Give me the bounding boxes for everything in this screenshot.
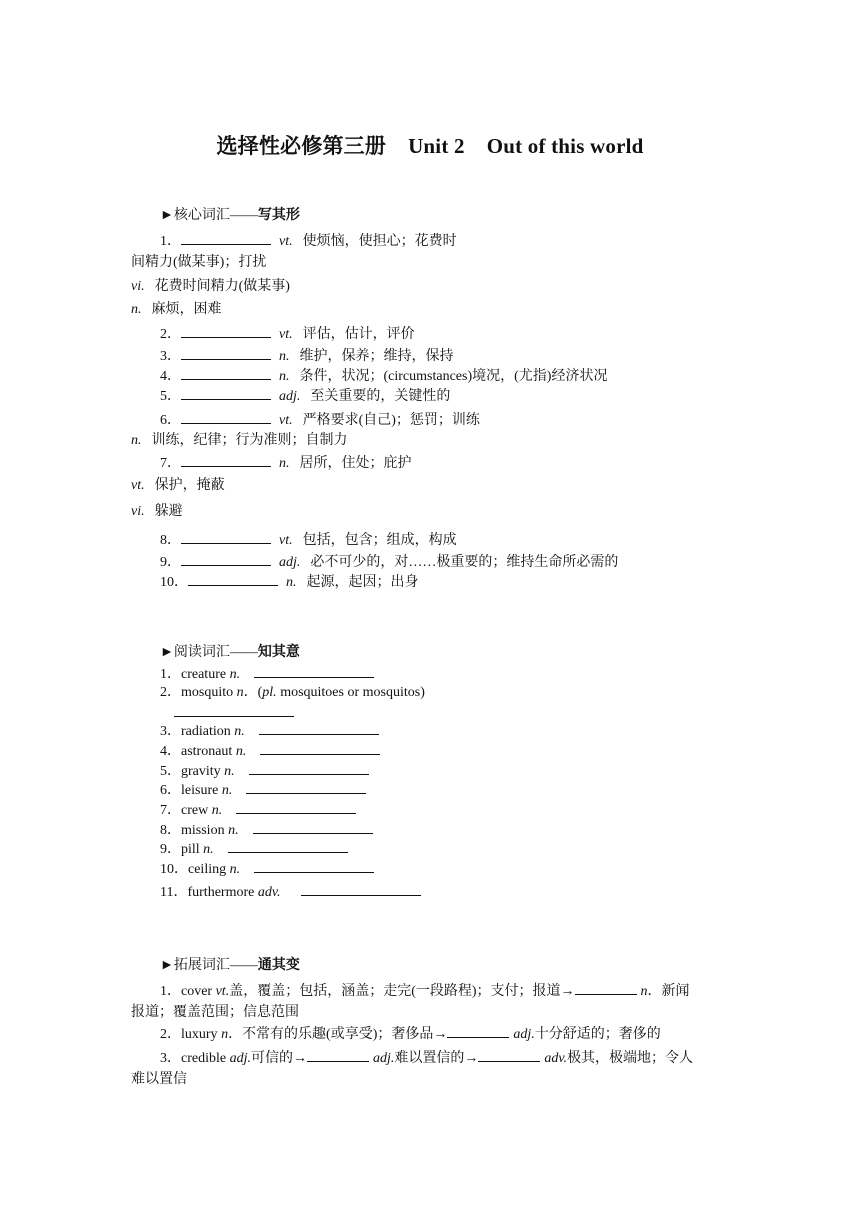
answer-blank[interactable] xyxy=(260,741,380,755)
list-item xyxy=(131,301,222,319)
definition: 极其，极端地；令人 xyxy=(567,1051,694,1066)
answer-blank[interactable] xyxy=(181,231,271,245)
section-heading-core-vocab xyxy=(160,207,300,225)
definition: 间精力(做某事)；打扰 xyxy=(131,255,267,270)
list-item xyxy=(160,882,425,902)
item-number: 3． xyxy=(160,724,181,739)
item-number: 10． xyxy=(160,575,188,590)
part-of-speech: vt. xyxy=(279,234,293,249)
definition: 训练，纪律；行为准则；自制力 xyxy=(151,433,348,448)
item-number: 7． xyxy=(160,456,181,471)
note: ．( xyxy=(243,685,263,700)
answer-blank[interactable] xyxy=(181,386,271,400)
item-number: 1． xyxy=(160,984,181,999)
part-of-speech: n. xyxy=(228,823,239,838)
item-number: 4． xyxy=(160,369,181,384)
item-number: 3． xyxy=(160,349,181,364)
item-number: 9． xyxy=(160,842,181,857)
answer-blank[interactable] xyxy=(253,820,373,834)
part-of-speech: n. xyxy=(279,369,290,384)
list-item xyxy=(160,366,607,386)
title-part-book: 选择性必修第三册 xyxy=(216,134,387,158)
item-number: 6． xyxy=(160,413,181,428)
part-of-speech: vi. xyxy=(131,504,145,519)
list-item xyxy=(160,981,690,1001)
definition: 评估，估计，评价 xyxy=(302,327,415,342)
definition: 严格要求(自己)；惩罚；训练 xyxy=(302,413,480,428)
heading-bold: 通其变 xyxy=(257,958,300,973)
part-of-speech: n. xyxy=(203,842,214,857)
answer-blank[interactable] xyxy=(259,721,379,735)
heading-prefix: ►阅读词汇—— xyxy=(160,645,258,660)
list-item xyxy=(160,839,352,859)
definition: 麻烦，困难 xyxy=(151,302,222,317)
vocab-word: ceiling xyxy=(188,862,227,877)
answer-blank[interactable] xyxy=(181,366,271,380)
vocab-word: luxury xyxy=(181,1027,218,1042)
item-number: 10． xyxy=(160,862,188,877)
title-part-name: Out of this world xyxy=(486,134,644,158)
list-item xyxy=(160,231,457,251)
part-of-speech: vi. xyxy=(131,279,145,294)
vocab-word: astronaut xyxy=(181,744,233,759)
definition: ．新闻 xyxy=(647,984,690,999)
answer-line xyxy=(174,703,298,723)
vocab-word: gravity xyxy=(181,764,221,779)
section-heading-extended-vocab xyxy=(160,957,300,975)
answer-blank[interactable] xyxy=(478,1048,540,1062)
definition: 包括，包含；组成，构成 xyxy=(302,533,457,548)
list-item xyxy=(131,278,290,296)
item-number: 4． xyxy=(160,744,181,759)
item-number: 7． xyxy=(160,803,181,818)
list-item xyxy=(160,780,370,800)
item-number: 6． xyxy=(160,783,181,798)
definition: 躲避 xyxy=(154,504,183,519)
item-number: 8． xyxy=(160,823,181,838)
part-of-speech: adj. xyxy=(229,1051,251,1066)
definition: 条件，状况；(circumstances)境况，(尤指)经济状况 xyxy=(299,369,608,384)
definition: 至关重要的，关键性的 xyxy=(310,389,451,404)
answer-blank[interactable] xyxy=(228,839,348,853)
item-number: 5． xyxy=(160,764,181,779)
answer-blank[interactable] xyxy=(307,1048,369,1062)
list-item xyxy=(160,721,383,741)
list-item-continuation xyxy=(131,1071,187,1089)
list-item xyxy=(160,410,480,430)
definition: 盖，覆盖；包括，涵盖；走完(一段路程)；支付；报道→ xyxy=(229,984,575,999)
definition: 十分舒适的；奢侈的 xyxy=(534,1027,661,1042)
definition: 花费时间精力(做某事) xyxy=(154,279,290,294)
item-number: 2． xyxy=(160,1027,181,1042)
vocab-word: cover xyxy=(181,984,213,999)
answer-blank[interactable] xyxy=(181,346,271,360)
item-number: 11． xyxy=(160,885,188,900)
part-of-speech: n. xyxy=(279,456,290,471)
item-number: 2． xyxy=(160,327,181,342)
part-of-speech: n. xyxy=(224,764,235,779)
part-of-speech: n. xyxy=(229,667,241,682)
list-item xyxy=(160,1024,661,1044)
answer-blank[interactable] xyxy=(246,780,366,794)
item-number: 1． xyxy=(160,234,181,249)
definition: 报道；覆盖范围；信息范围 xyxy=(131,1005,299,1020)
answer-blank[interactable] xyxy=(181,410,271,424)
item-number: 2． xyxy=(160,685,181,700)
list-item xyxy=(160,324,415,344)
part-of-speech: n. xyxy=(131,302,142,317)
list-item xyxy=(160,859,378,879)
item-number: 8． xyxy=(160,533,181,548)
part-of-speech: vt. xyxy=(215,984,230,999)
vocab-word: crew xyxy=(181,803,209,818)
definition: ．不常有的乐趣(或享受)；奢侈品→ xyxy=(228,1027,448,1042)
part-of-speech: adv. xyxy=(257,885,281,900)
vocab-word: pill xyxy=(181,842,200,857)
heading-prefix: ►拓展词汇—— xyxy=(160,958,258,973)
part-of-speech: n xyxy=(640,984,648,999)
heading-bold: 写其形 xyxy=(257,208,300,223)
answer-blank[interactable] xyxy=(254,664,374,678)
vocab-word: mission xyxy=(181,823,225,838)
answer-blank[interactable] xyxy=(188,572,278,586)
answer-blank[interactable] xyxy=(447,1024,509,1038)
vocab-word: leisure xyxy=(181,783,219,798)
list-item-continuation xyxy=(131,254,266,272)
part-of-speech: n. xyxy=(211,803,223,818)
title-part-unit: Unit 2 xyxy=(408,134,465,158)
list-item xyxy=(131,432,348,450)
vocab-word: mosquito xyxy=(181,685,234,700)
definition: 必不可少的，对……极重要的；维持生命所必需的 xyxy=(310,555,619,570)
part-of-speech: n xyxy=(236,685,244,700)
list-item xyxy=(131,477,225,495)
list-item xyxy=(160,453,412,473)
part-of-speech: n. xyxy=(221,783,233,798)
part-of-speech: n. xyxy=(131,433,142,448)
heading-bold: 知其意 xyxy=(257,645,300,660)
list-item xyxy=(160,741,384,761)
definition: 居所，住处；庇护 xyxy=(299,456,412,471)
list-item xyxy=(160,761,373,781)
part-of-speech: vt. xyxy=(131,478,145,493)
part-of-speech: adv. xyxy=(544,1051,568,1066)
item-number: 5． xyxy=(160,389,181,404)
item-number: 9． xyxy=(160,555,181,570)
part-of-speech: n. xyxy=(279,349,290,364)
definition: 使烦恼，使担心；花费时 xyxy=(302,234,457,249)
definition: 维护，保养；维持，保持 xyxy=(299,349,454,364)
list-item xyxy=(131,503,183,521)
definition: 难以置信的→ xyxy=(394,1051,479,1066)
part-of-speech: adj. xyxy=(279,555,301,570)
list-item xyxy=(160,800,360,820)
list-item-continuation xyxy=(131,1004,299,1022)
part-of-speech: adj. xyxy=(372,1051,395,1066)
part-of-speech: vt. xyxy=(279,327,293,342)
part-of-speech: vt. xyxy=(279,533,293,548)
part-of-speech: adj. xyxy=(513,1027,535,1042)
item-number: 3． xyxy=(160,1051,181,1066)
list-item xyxy=(160,386,450,406)
section-heading-reading-vocab xyxy=(160,644,300,662)
part-of-speech: n xyxy=(221,1027,229,1042)
answer-blank[interactable] xyxy=(174,703,294,717)
part-of-speech: n. xyxy=(286,575,297,590)
part-of-speech: n. xyxy=(229,862,241,877)
list-item xyxy=(160,664,378,684)
note-abbrev: pl. xyxy=(262,685,277,700)
list-item xyxy=(160,552,618,572)
vocab-word: furthermore xyxy=(187,885,255,900)
answer-blank[interactable] xyxy=(575,981,637,995)
definition: 起源，起因；出身 xyxy=(306,575,419,590)
definition: 保护，掩蔽 xyxy=(154,478,225,493)
part-of-speech: n. xyxy=(235,744,247,759)
list-item xyxy=(160,820,377,840)
part-of-speech: vt. xyxy=(279,413,293,428)
answer-blank[interactable] xyxy=(254,859,374,873)
list-item xyxy=(160,346,454,366)
list-item xyxy=(160,530,457,550)
answer-blank[interactable] xyxy=(181,453,271,467)
answer-blank[interactable] xyxy=(181,552,271,566)
vocab-word: radiation xyxy=(181,724,231,739)
heading-prefix: ►核心词汇—— xyxy=(160,208,258,223)
list-item xyxy=(160,684,425,702)
answer-blank[interactable] xyxy=(181,530,271,544)
part-of-speech: n. xyxy=(234,724,245,739)
answer-blank[interactable] xyxy=(301,882,421,896)
item-number: 1． xyxy=(160,667,181,682)
answer-blank[interactable] xyxy=(181,324,271,338)
part-of-speech: adj. xyxy=(279,389,301,404)
vocab-word: credible xyxy=(181,1051,227,1066)
vocab-word: creature xyxy=(181,667,227,682)
answer-blank[interactable] xyxy=(249,761,369,775)
definition: 难以置信 xyxy=(131,1072,187,1087)
answer-blank[interactable] xyxy=(236,800,356,814)
list-item xyxy=(160,1048,693,1068)
note: mosquitoes or mosquitos) xyxy=(276,685,425,700)
page-title xyxy=(0,130,860,160)
list-item xyxy=(160,572,419,592)
definition: 可信的→ xyxy=(250,1051,307,1066)
